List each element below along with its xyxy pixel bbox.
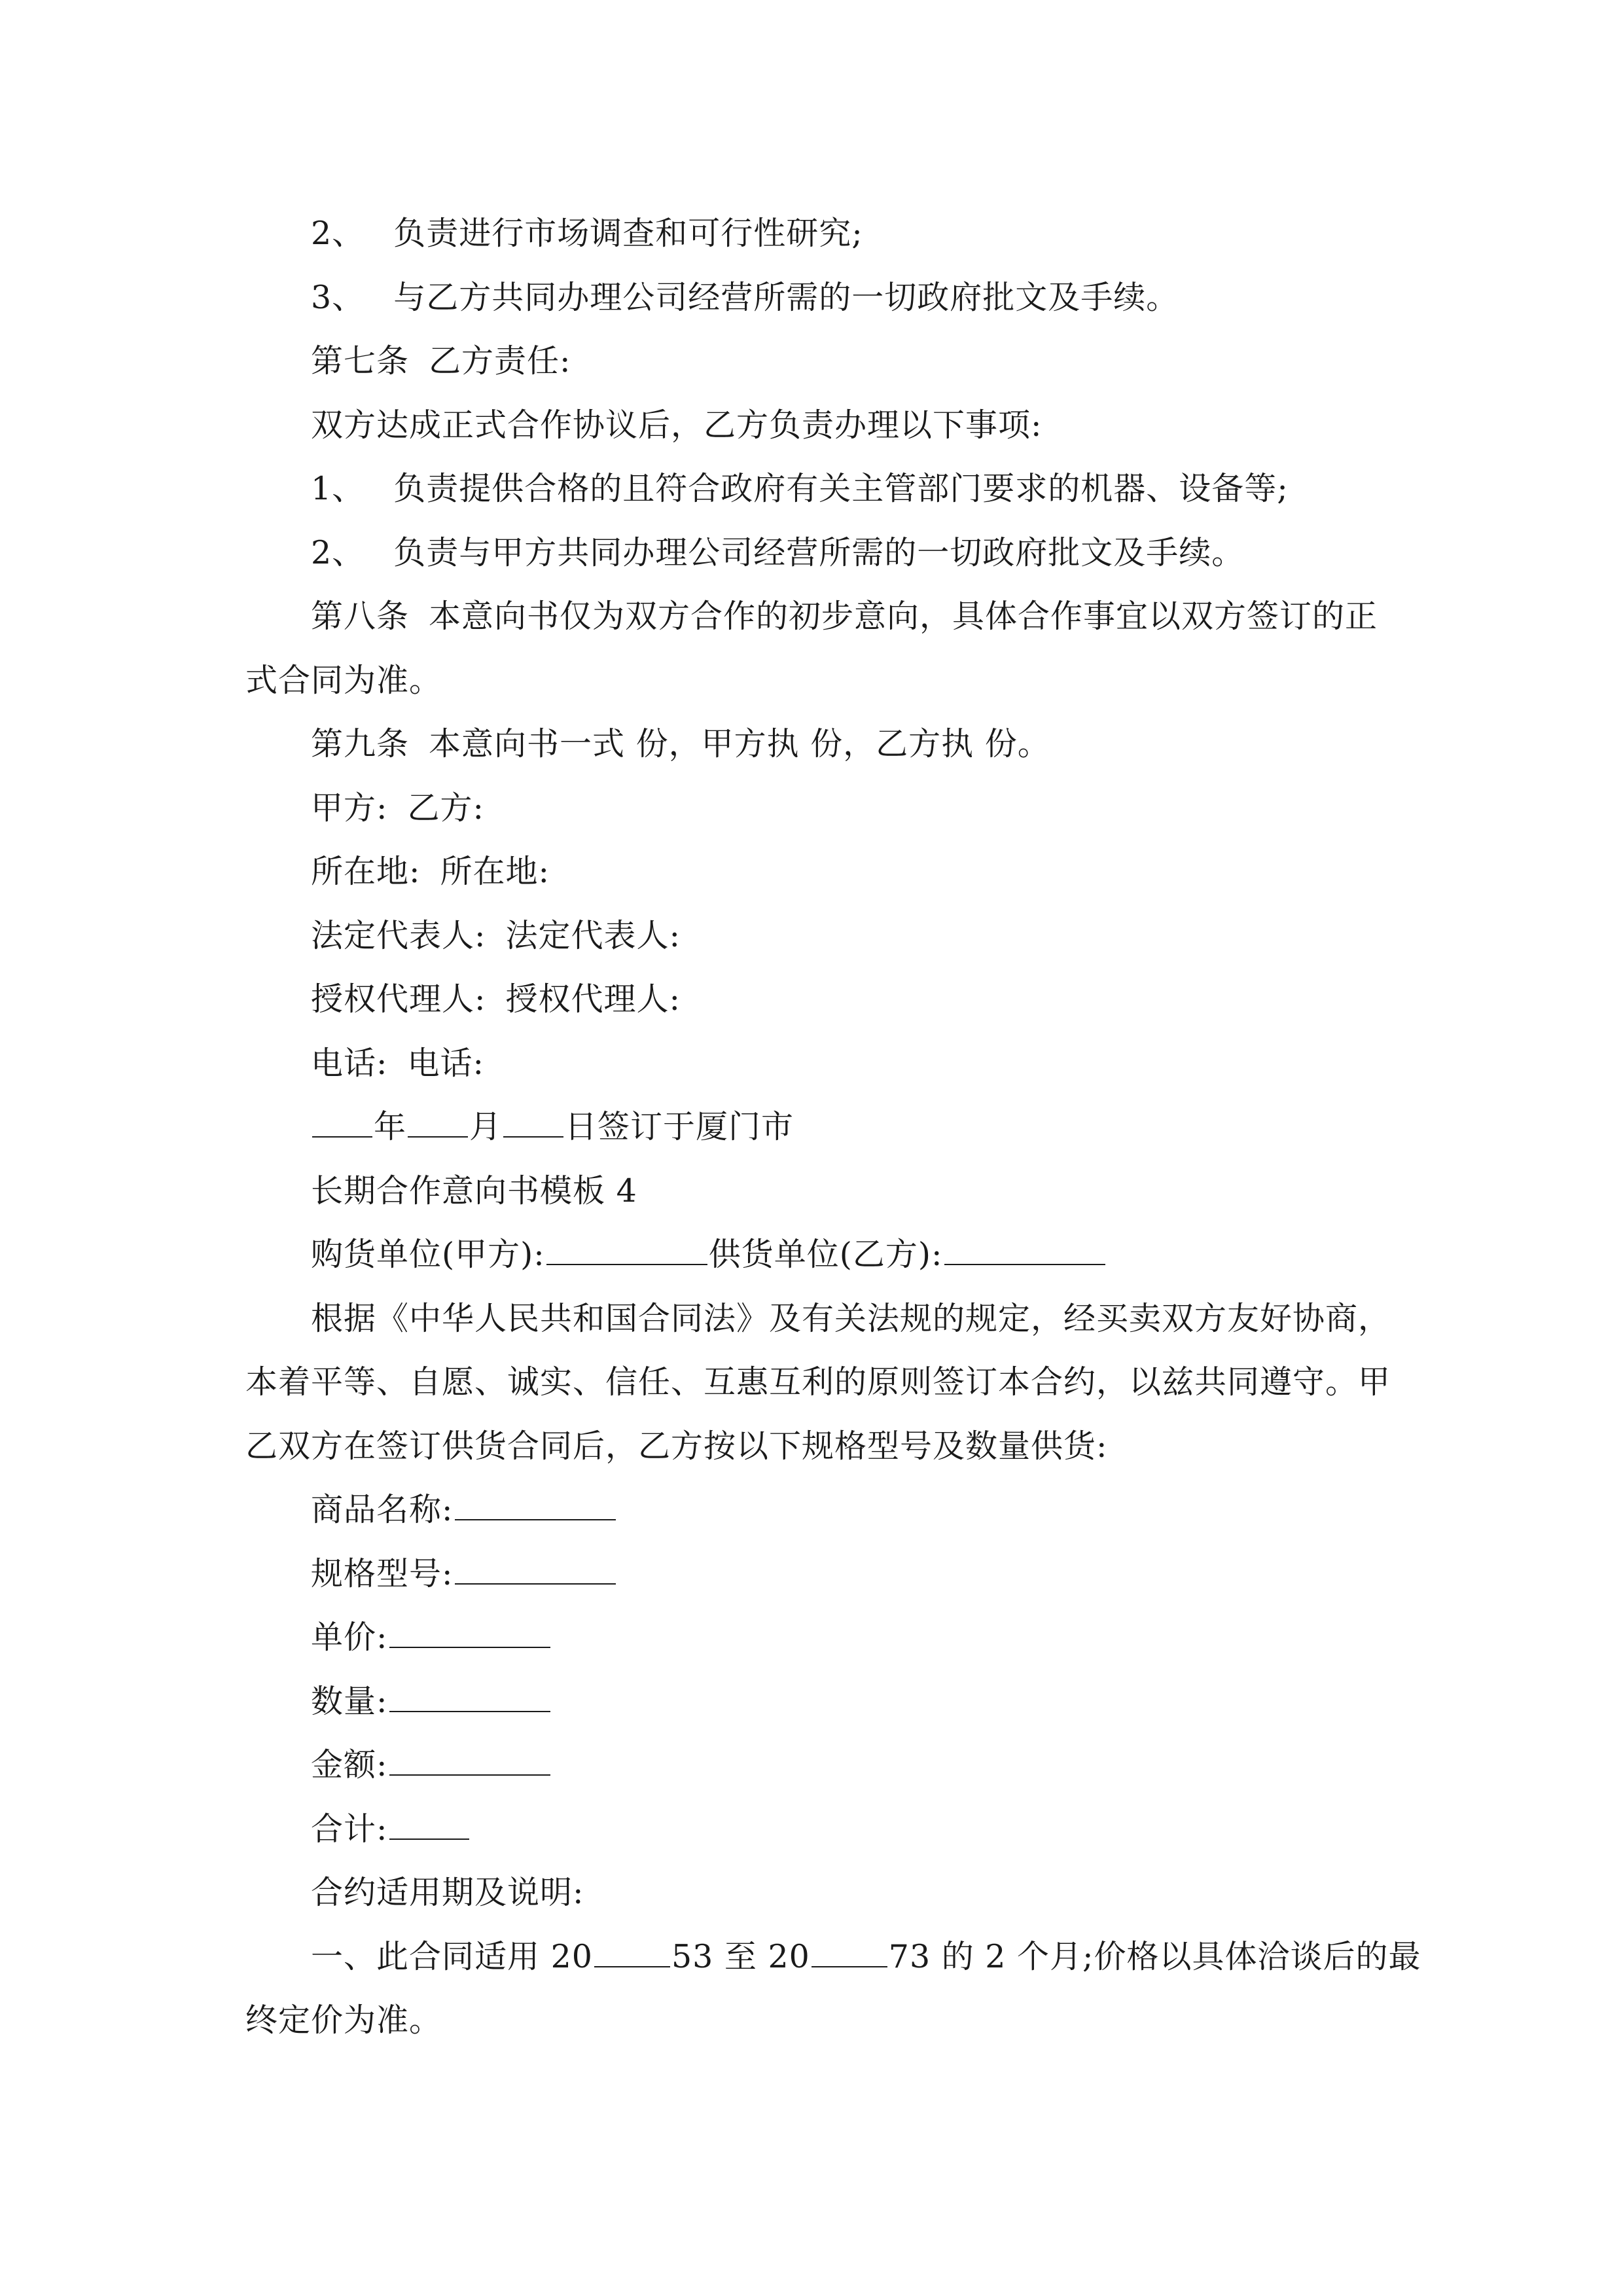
supplier-label: 供货单位(乙方):: [708, 1236, 943, 1273]
list-item: [245, 457, 1384, 521]
item-text: 负责与甲方共同办理公司经营所需的一切政府批文及手续。: [393, 533, 1245, 571]
article-number: 第九条: [311, 725, 410, 762]
year-blank: [312, 1110, 372, 1138]
paragraph-text: 合约适用期及说明:: [311, 1874, 584, 1911]
paragraph: [245, 1925, 1421, 1989]
quantity-blank: [389, 1685, 550, 1712]
paragraph-continuation: [245, 649, 1384, 713]
month-blank: [408, 1110, 468, 1138]
paragraph-continuation: [245, 1350, 1391, 1414]
party-a-address-label: 所在地:: [311, 853, 421, 890]
party-a-rep-label: 法定代表人:: [311, 916, 486, 954]
form-field-row: [245, 1478, 1384, 1542]
unit-price-blank: [389, 1621, 550, 1648]
party-a-phone-label: 电话:: [311, 1044, 388, 1082]
article-heading: [245, 329, 1384, 393]
product-name-blank: [455, 1493, 616, 1520]
list-item: [245, 521, 1384, 585]
party-b-label: 乙方:: [407, 789, 485, 827]
month-label: 月: [469, 1108, 503, 1145]
item-number: 2、: [311, 533, 365, 571]
start-year-blank: [594, 1940, 670, 1967]
form-field-row: [245, 1542, 1384, 1606]
party-b-phone-label: 电话:: [407, 1044, 485, 1082]
buyer-blank: [546, 1238, 707, 1265]
paragraph-continuation: [245, 1414, 1384, 1479]
section-title: [245, 1159, 1384, 1223]
party-units-line: [245, 1223, 1384, 1287]
form-field-row: [245, 1797, 1384, 1861]
article-paragraph: [245, 712, 1384, 776]
day-place-label: 日签订于厦门市: [565, 1108, 794, 1145]
paragraph-text: 乙双方在签订供货合同后，乙方按以下规格型号及数量供货:: [245, 1427, 1108, 1465]
paragraph: [245, 1861, 1384, 1925]
article-text: 本意向书一式 份，甲方执 份，乙方执 份。: [429, 725, 1050, 762]
quantity-label: 数量:: [311, 1682, 388, 1720]
paragraph-text: 本着平等、自愿、诚实、信任、互惠互利的原则签订本合约，以兹共同遵守。甲: [245, 1363, 1391, 1401]
year-label: 年: [374, 1108, 407, 1145]
template-title: 长期合作意向书模板 4: [311, 1172, 637, 1210]
signing-date-line: [245, 1095, 1384, 1159]
product-name-label: 商品名称:: [311, 1491, 454, 1528]
paragraph-text: 双方达成正式合作协议后，乙方负责办理以下事项:: [311, 406, 1043, 444]
form-field-row: [245, 1670, 1384, 1734]
form-field-row: [245, 1605, 1384, 1670]
signature-row: [245, 967, 1384, 1031]
document-body: [245, 202, 1421, 2053]
unit-price-label: 单价:: [311, 1619, 388, 1656]
signature-row: [245, 1031, 1384, 1096]
list-item: [245, 202, 1384, 266]
signature-row: [245, 840, 1384, 904]
article-number: 第七条: [311, 342, 410, 380]
total-blank: [389, 1812, 469, 1840]
paragraph-text: 式合同为准。: [245, 661, 442, 699]
paragraph: [245, 393, 1384, 457]
party-a-agent-label: 授权代理人:: [311, 980, 486, 1018]
supplier-blank: [944, 1238, 1105, 1265]
spec-model-label: 规格型号:: [311, 1554, 454, 1592]
amount-blank: [389, 1748, 550, 1776]
signature-row: [245, 904, 1384, 968]
total-label: 合计:: [311, 1810, 388, 1848]
item-text: 负责进行市场调查和可行性研究;: [393, 215, 863, 252]
paragraph-text: 根据《中华人民共和国合同法》及有关法规的规定，经买卖双方友好协商，: [311, 1299, 1391, 1337]
end-year-blank: [812, 1940, 887, 1967]
paragraph-text: 终定价为准。: [245, 2001, 442, 2039]
item-number: 1、: [311, 470, 365, 507]
item-text: 负责提供合格的且符合政府有关主管部门要求的机器、设备等;: [393, 470, 1289, 507]
form-field-row: [245, 1733, 1384, 1797]
item-number: 3、: [311, 278, 365, 316]
signature-row: [245, 776, 1384, 840]
article-paragraph: [245, 584, 1384, 649]
day-blank: [503, 1110, 563, 1138]
term-text-part2: 53 至 20: [671, 1937, 810, 1975]
amount-label: 金额:: [311, 1746, 388, 1784]
party-a-label: 甲方:: [311, 789, 388, 827]
article-text: 本意向书仅为双方合作的初步意向，具体合作事宜以双方签订的正: [429, 598, 1378, 635]
party-b-address-label: 所在地:: [440, 853, 550, 890]
term-text-part1: 一、此合同适用 20: [311, 1937, 593, 1975]
party-b-rep-label: 法定代表人:: [505, 916, 681, 954]
paragraph: [245, 1287, 1391, 1351]
paragraph-continuation: [245, 1988, 1384, 2053]
term-text-part3: 73 的 2 个月;价格以具体洽谈后的最: [888, 1937, 1421, 1975]
article-title: 乙方责任:: [429, 342, 571, 380]
party-b-agent-label: 授权代理人:: [505, 980, 681, 1018]
item-text: 与乙方共同办理公司经营所需的一切政府批文及手续。: [393, 278, 1179, 316]
buyer-label: 购货单位(甲方):: [311, 1236, 545, 1273]
spec-model-blank: [455, 1557, 616, 1585]
article-number: 第八条: [311, 598, 410, 635]
list-item: [245, 266, 1384, 330]
item-number: 2、: [311, 215, 365, 252]
